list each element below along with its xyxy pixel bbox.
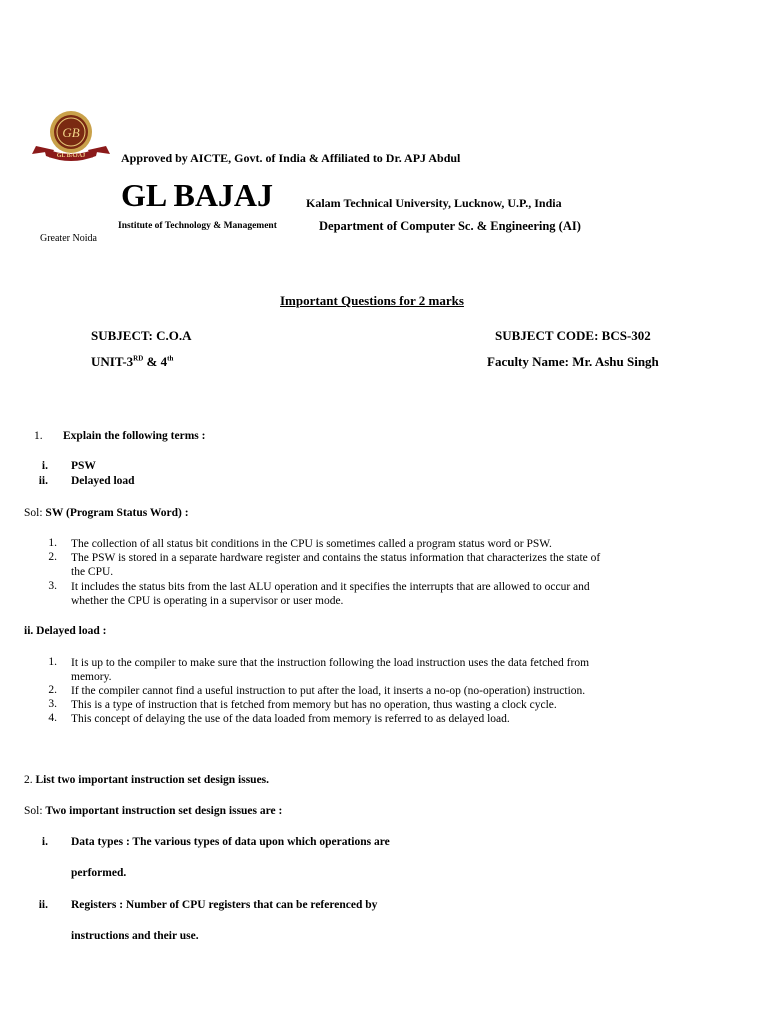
department-line: Department of Computer Sc. & Engineering (AI)	[319, 219, 581, 233]
unit: UNIT-3RD & 4th	[91, 354, 174, 369]
university-line: Kalam Technical University, Lucknow, U.P., India	[306, 196, 562, 210]
subject: SUBJECT: C.O.A	[91, 328, 192, 343]
point-number: 4.	[48, 712, 57, 724]
point-number: 2.	[48, 551, 57, 563]
point-number: 1.	[48, 537, 57, 549]
point-text: memory.	[71, 671, 112, 683]
design-issue-number: ii.	[38, 899, 48, 911]
point-number: 3.	[48, 698, 57, 710]
question-2: 2. List two important instruction set design issues.	[24, 774, 270, 786]
design-issue-text: Data types : The various types of data upon which operations are	[71, 836, 390, 848]
design-issue-text: Registers : Number of CPU registers that can be referenced by	[71, 899, 378, 911]
design-issue-text: performed.	[71, 867, 127, 879]
sub-heading: ii. Delayed load :	[24, 625, 107, 637]
point-text: The collection of all status bit conditions in the CPU is sometimes called a program status word or PSW.	[71, 538, 552, 550]
design-issue-number: i.	[41, 836, 48, 848]
design-issue-text: instructions and their use.	[71, 930, 199, 942]
point-number: 1.	[48, 656, 57, 668]
sub-item-text: PSW	[71, 460, 96, 472]
point-number: 3.	[48, 580, 57, 592]
svg-text:GB: GB	[62, 125, 80, 140]
college-logo	[30, 108, 112, 164]
sub-item-number: ii.	[38, 475, 48, 487]
logo-text: GL BAJAJ	[56, 153, 86, 159]
page-title: Important Questions for 2 marks	[280, 293, 464, 308]
point-text: the CPU.	[71, 566, 114, 578]
point-text: This is a type of instruction that is fetched from memory but has no operation, thus wasting a clock cycle.	[71, 699, 557, 711]
question-text: Explain the following terms :	[63, 430, 206, 442]
location-line: Greater Noida	[40, 233, 97, 244]
solution-heading-2: Sol: Two important instruction set design issues are :	[24, 805, 283, 817]
sub-item-text: Delayed load	[71, 475, 135, 487]
point-text: The PSW is stored in a separate hardware register and contains the status information that characterizes the state of	[71, 552, 601, 564]
point-text: It includes the status bits from the last ALU operation and it specifies the interrupts that are allowed to occur and	[71, 581, 590, 593]
point-text: whether the CPU is operating in a supervisor or user mode.	[71, 595, 344, 607]
question-number: 1.	[34, 430, 43, 442]
point-text: This concept of delaying the use of the data loaded from memory is referred to as delayed load.	[71, 713, 510, 725]
faculty-name: Faculty Name: Mr. Ashu Singh	[487, 354, 659, 369]
point-text: If the compiler cannot find a useful instruction to put after the load, it inserts a no-op (no-operation) instruction.	[71, 685, 586, 697]
institute-line: Institute of Technology & Management	[118, 221, 277, 231]
sub-item-number: i.	[41, 460, 48, 472]
subject-code: SUBJECT CODE: BCS-302	[495, 328, 651, 343]
college-name: GL BAJAJ	[121, 177, 274, 213]
point-number: 2.	[48, 684, 57, 696]
point-text: It is up to the compiler to make sure that the instruction following the load instruction uses the data fetched from	[71, 657, 590, 669]
solution-heading: Sol: SW (Program Status Word) :	[24, 507, 189, 519]
approval-line: Approved by AICTE, Govt. of India & Affiliated to Dr. APJ Abdul	[121, 151, 461, 165]
